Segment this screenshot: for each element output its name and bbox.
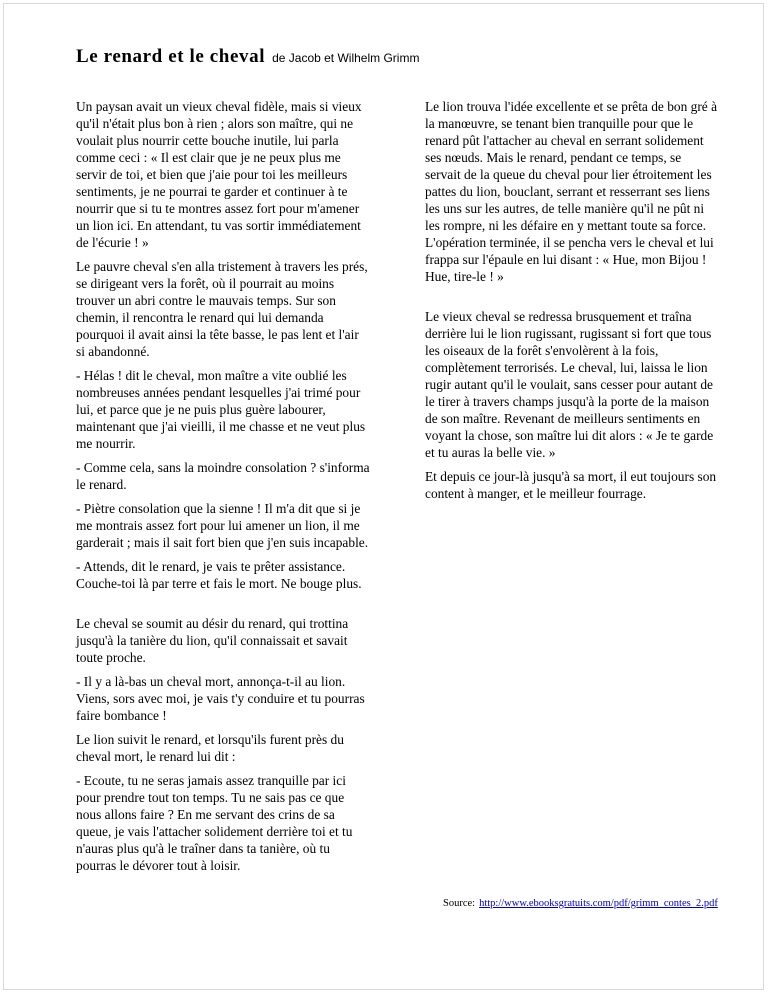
document-header [76, 46, 419, 68]
source-line [443, 898, 718, 909]
paragraph: - Ecoute, tu ne seras jamais assez tranquille par ici pour prendre tout ton temps. Tu ne sais pas ce que nous allons faire ? En me servant des crins de sa queue, je vais l'attacher solidement derrière toi et tu n'auras plus qu'à le traîner dans ta tanière, où tu pourras le dévorer tout à loisir. [76, 773, 353, 873]
paragraph: Un paysan avait un vieux cheval fidèle, mais si vieux qu'il n'était plus bon à rien ; alors son maître, qui ne voulait plus nourrir cette bouche inutile, lui parla comme ceci : « Il est clair que je ne peux plus me servir de toi, et bien que j'aie pour toi les meilleurs sentiments, je ne pourrai te garder et continuer à te nourrir que si tu te montres assez fort pour m'amener un lion ici. En attendant, tu vas sortir immédiatement de l'écurie ! » [76, 99, 362, 250]
left-column [76, 98, 371, 881]
source-label: Source: [443, 898, 476, 909]
paragraph: - Attends, dit le renard, je vais te prêter assistance. Couche-toi là par terre et fais le mort. Ne bouge plus. [76, 559, 362, 591]
paragraph: Le lion suivit le renard, et lorsqu'ils furent près du cheval mort, le renard lui dit : [76, 732, 344, 764]
paragraph: - Hélas ! dit le cheval, mon maître a vite oublié les nombreuses années pendant lesquelles j'ai trimé pour lui, et parce que je ne puis plus guère labourer, maintenant que j'ai vieilli, il me chasse et ne veut plus me nourrir. [76, 368, 366, 451]
paragraph: Le lion trouva l'idée excellente et se prêta de bon gré à la manœuvre, se tenant bien tranquille pour que le renard pût l'attacher au cheval en serrant solidement ses nœuds. Mais le renard, pendant ce temps, se servait de la queue du cheval pour lier étroitement les pattes du lion, bouclant, serrant et resserrant ses liens les uns sur les autres, de telle manière qu'il ne pût ni les rompre, ni les défaire en y mettant toute sa force. L'opération terminée, il se pencha vers le cheval et lui frappa sur l'épaule en lui disant : « Hue, mon Bijou ! Hue, tire-le ! » [425, 99, 718, 284]
paragraph: Le pauvre cheval s'en alla tristement à travers les prés, se dirigeant vers la forêt, où il pourrait au moins trouver un abri contre le mauvais temps. Sur son chemin, il rencontra le renard qui lui demanda pourquoi il avait ainsi la tête basse, le pas lent et l'air si abandonné. [76, 259, 368, 359]
paragraph: Le cheval se soumit au désir du renard, qui trottina jusqu'à la tanière du lion, qu'il connaissait et savait toute proche. [76, 616, 349, 665]
source-link[interactable]: http://www.ebooksgratuits.com/pdf/grimm_contes_2.pdf [479, 898, 718, 909]
document-body [76, 98, 720, 881]
document-author: de Jacob et Wilhelm Grimm [272, 51, 420, 65]
right-column [425, 98, 720, 881]
document-page [3, 3, 764, 990]
paragraph: - Piètre consolation que la sienne ! Il m'a dit que si je me montrais assez fort pour lui amener un lion, il me garderait ; mais il sait fort bien que j'en suis incapable. [76, 501, 369, 550]
paragraph: - Il y a là-bas un cheval mort, annonça-t-il au lion. Viens, sors avec moi, je vais t'y conduire et tu pourras faire bombance ! [76, 674, 365, 723]
document-title: Le renard et le cheval [76, 46, 266, 67]
paragraph: - Comme cela, sans la moindre consolation ? s'informa le renard. [76, 460, 370, 492]
paragraph: Et depuis ce jour-là jusqu'à sa mort, il eut toujours son content à manger, et le meilleur fourrage. [425, 469, 717, 501]
paragraph: Le vieux cheval se redressa brusquement et traîna derrière lui le lion rugissant, rugissant si fort que tous les oiseaux de la forêt s'envolèrent à la fois, complètement terrorisés. Le cheval, lui, laissa le lion rugir autant qu'il le voulait, sans cesser pour autant de le tirer à travers champs jusqu'à la porte de la maison de son maître. Revenant de meilleurs sentiments en voyant la chose, son maître lui dit alors : « Je te garde et tu auras la belle vie. » [425, 309, 714, 460]
